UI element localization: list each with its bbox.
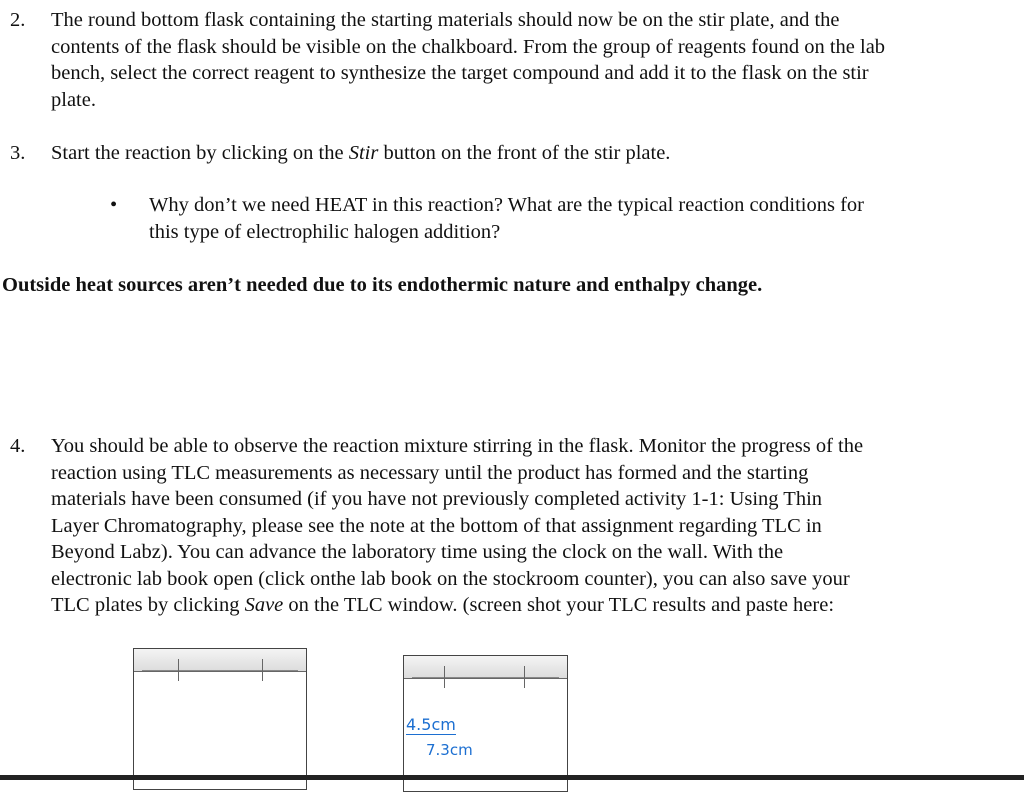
tlc-plate-2: [403, 655, 568, 792]
bullet-icon: •: [110, 194, 118, 216]
text-line: Layer Chromatography, please see the note at the bottom of that assignment regarding TLC in: [51, 514, 822, 537]
text-segment: TLC plates by clicking: [51, 594, 245, 616]
step-text: [51, 140, 1010, 167]
tlc-lane-tick: [178, 659, 179, 681]
tlc-lane-tick: [524, 666, 525, 688]
step-3: [10, 140, 1010, 167]
step-number: 4.: [10, 435, 26, 457]
question-bullet: [110, 192, 990, 245]
tlc-plate-header: [404, 656, 567, 679]
text-line: reaction using TLC measurements as necessary until the product has formed and the starting: [51, 461, 809, 484]
step-number: 2.: [10, 9, 26, 31]
text-line: contents of the flask should be visible on the chalkboard. From the group of reagents found on the lab: [51, 35, 886, 58]
text-line: Why don’t we need HEAT in this reaction? What are the typical reaction conditions for: [149, 194, 864, 216]
answer-text: Outside heat sources aren’t needed due to its endothermic nature and enthalpy change.: [2, 274, 763, 296]
text-line: The round bottom flask containing the starting materials should now be on the stir plate, and the: [51, 9, 840, 31]
question-text: [149, 192, 990, 245]
page-bottom-border: [0, 775, 1024, 780]
tlc-plate-1: [133, 648, 307, 790]
tlc-baseline: [412, 677, 559, 678]
step-text: [51, 433, 1010, 619]
tlc-lane-tick: [262, 659, 263, 681]
step-2: [10, 7, 1010, 113]
step-text: [51, 7, 1010, 113]
text-line: plate.: [51, 88, 96, 111]
tlc-lane-tick: [444, 666, 445, 688]
text-line: electronic lab book open (click onthe lab book on the stockroom counter), you can also save your: [51, 567, 850, 590]
text-line: bench, select the correct reagent to synthesize the target compound and add it to the flask on the stir: [51, 62, 869, 84]
text-segment: on the TLC window. (screen shot your TLC results and paste here:: [283, 594, 835, 616]
tlc-plate-header: [134, 649, 306, 672]
save-emphasis: Save: [244, 594, 284, 616]
text-line: You should be able to observe the reaction mixture stirring in the flask. Monitor the progress of the: [51, 435, 864, 457]
step-number: 3.: [10, 142, 26, 164]
handwritten-measurement: 7.3cm: [426, 741, 473, 759]
text-segment: Start the reaction by clicking on the: [51, 142, 349, 164]
text-segment: button on the front of the stir plate.: [378, 142, 671, 164]
handwritten-measurement: 4.5cm: [406, 715, 456, 734]
stir-emphasis: Stir: [348, 142, 379, 164]
text-line: Beyond Labz). You can advance the laboratory time using the clock on the wall. With the: [51, 541, 784, 563]
tlc-baseline: [142, 670, 298, 671]
step-4: [10, 433, 1010, 619]
text-line: materials have been consumed (if you have not previously completed activity 1-1: Using Thin: [51, 488, 823, 510]
text-line: this type of electrophilic halogen addition?: [149, 220, 501, 243]
text-line: [51, 592, 1010, 619]
